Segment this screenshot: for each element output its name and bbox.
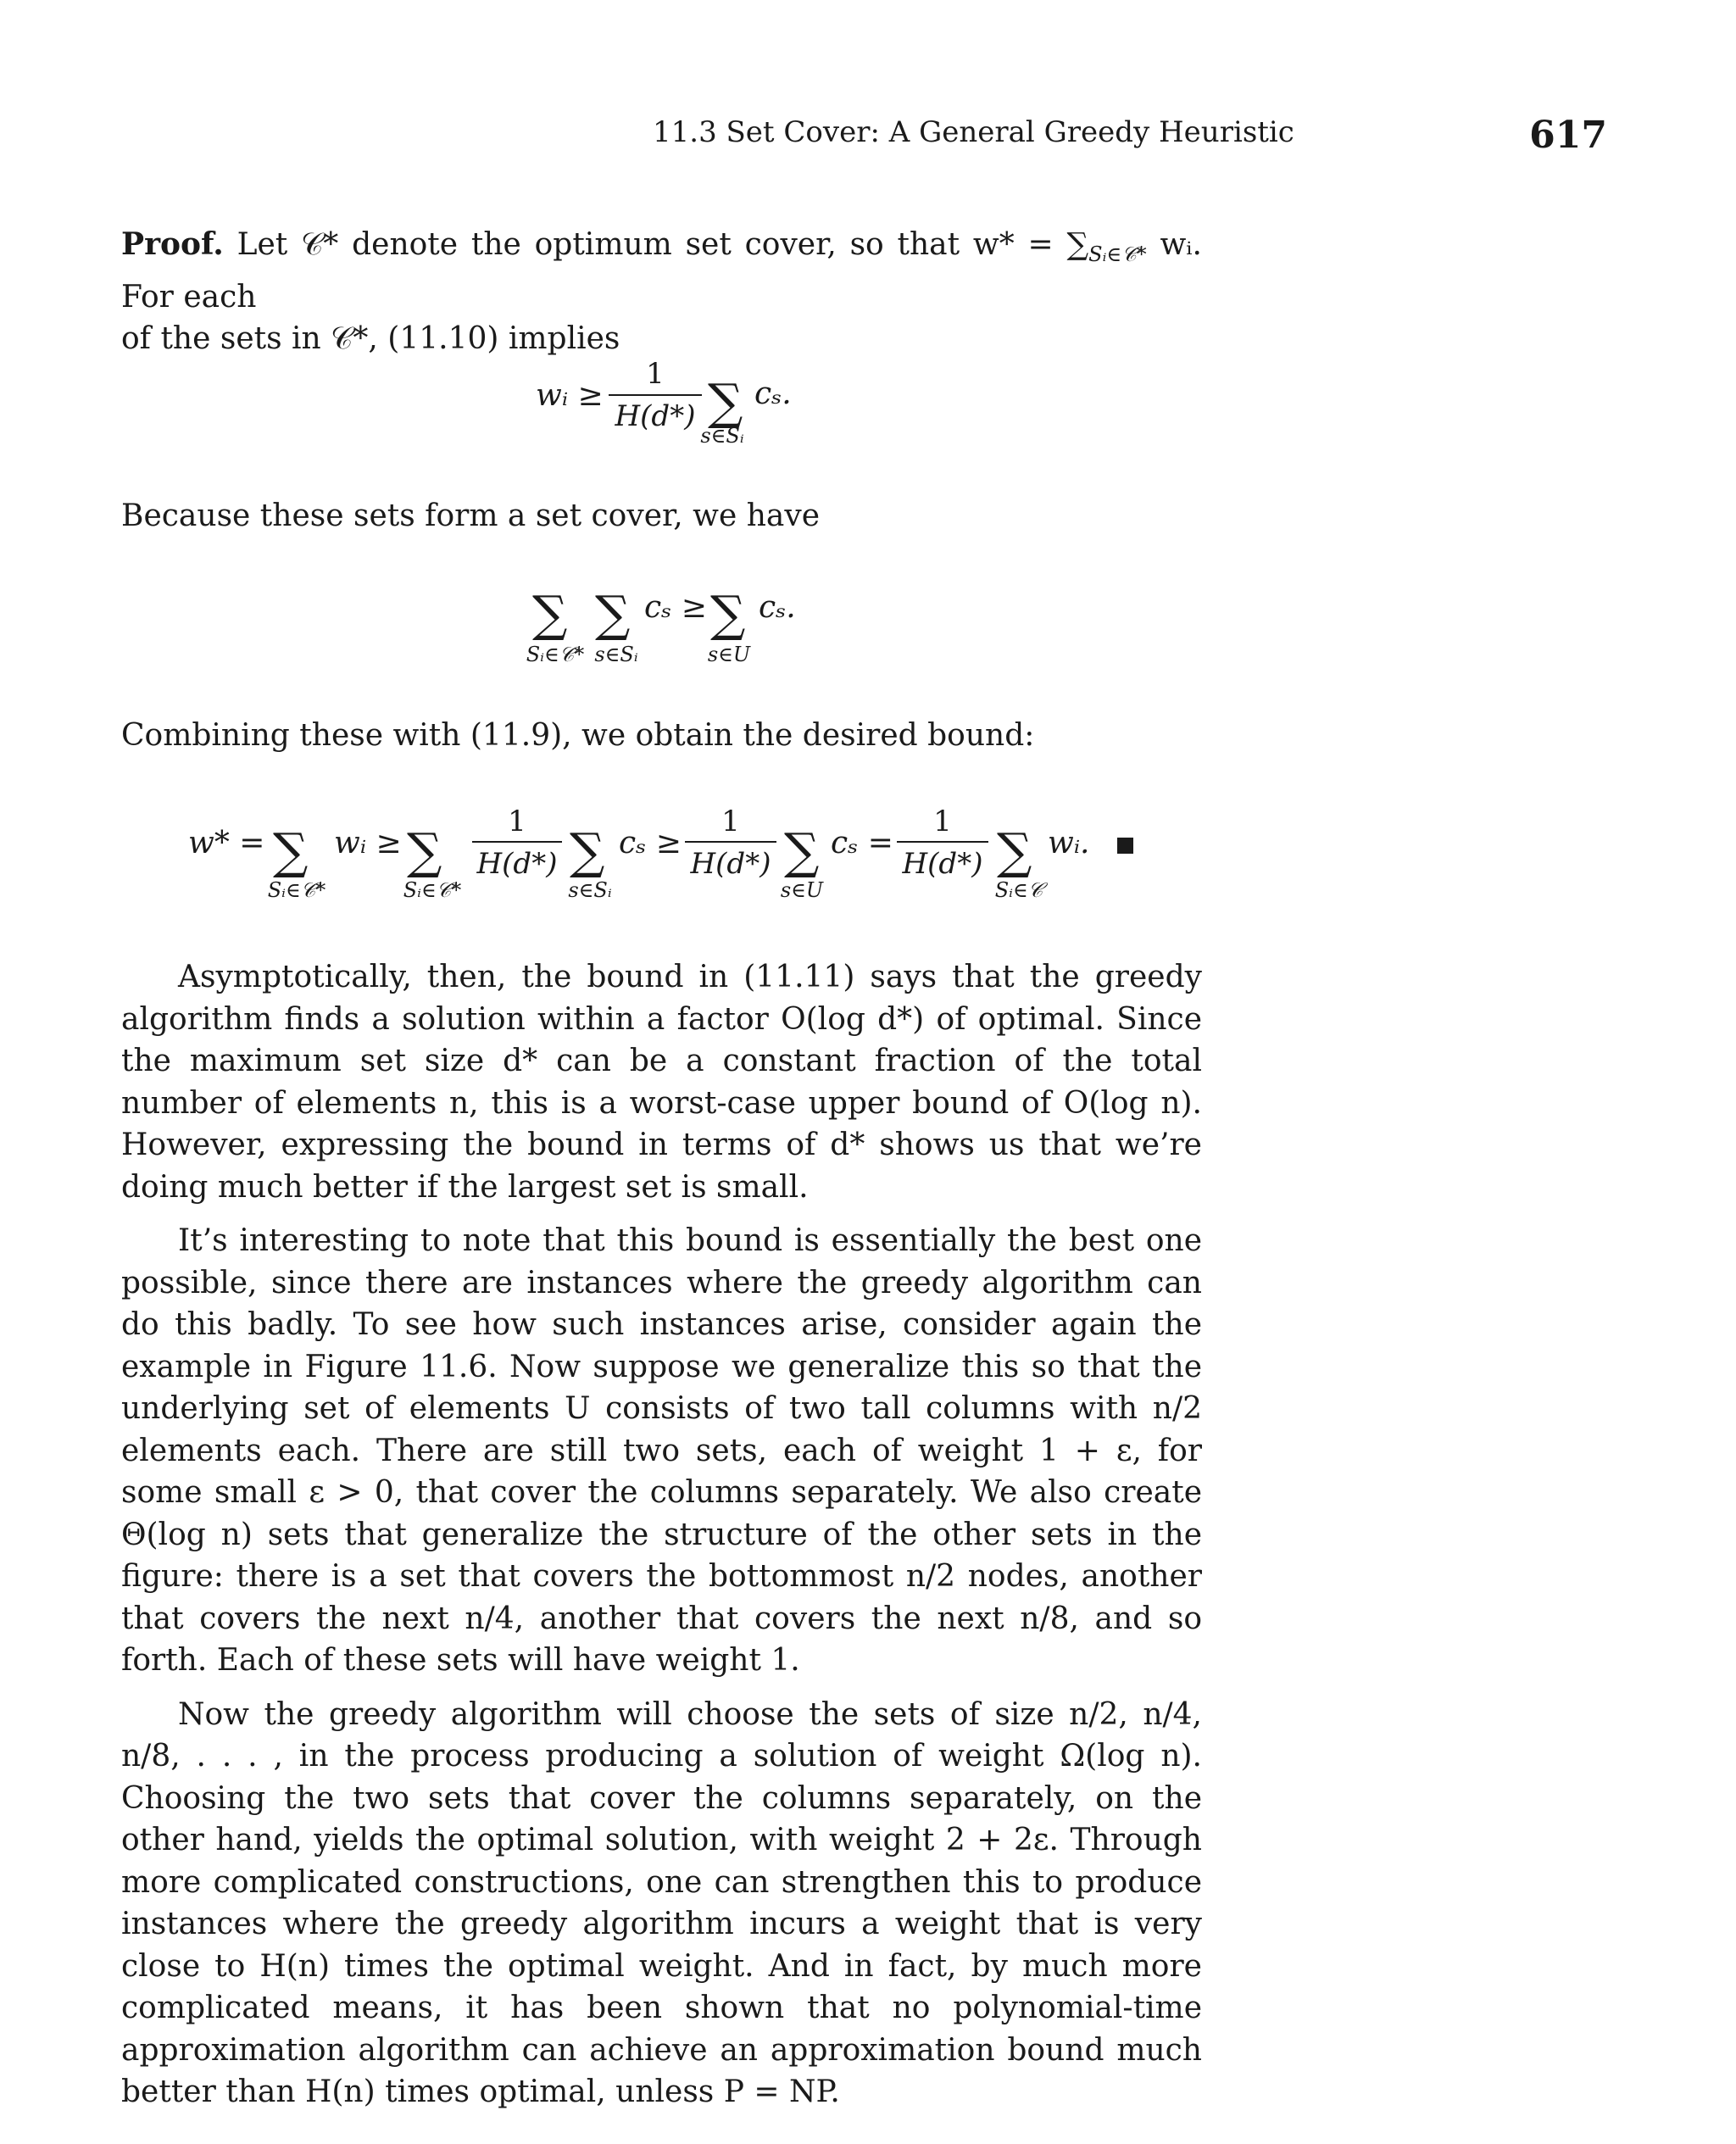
page-number: 617	[1529, 114, 1607, 157]
eq3-denominator-1: H(d*)	[476, 847, 558, 881]
eq3-term-4: wᵢ.	[1048, 826, 1090, 860]
eq3-denominator-3: H(d*)	[902, 847, 983, 881]
eq3-term-2: cₛ ≥	[619, 826, 682, 860]
proof-line1-text: Let 𝒞* denote the optimum set cover, so that w* = ∑	[236, 227, 1089, 262]
proof-line1-sub: Sᵢ∈𝒞*	[1088, 242, 1147, 267]
combining-line-text: Combining these with (11.9), we obtain the desired bound:	[121, 718, 1035, 753]
eq3-term-1: wᵢ ≥	[334, 826, 402, 860]
qed-square-icon	[1117, 838, 1133, 854]
eq3-term-3: cₛ =	[831, 826, 893, 860]
eq3-subscript-2: Sᵢ∈𝒞*	[403, 878, 462, 902]
eq1-denominator: H(d*)	[615, 399, 696, 433]
eq2-term: cₛ ≥	[644, 590, 707, 625]
proof-line-1	[121, 224, 1202, 318]
eq3-denominator-2: H(d*)	[690, 847, 771, 881]
eq2-sum-sign-3: ∑	[710, 585, 746, 643]
eq3-numerator-2: 1	[721, 805, 740, 838]
combining-line	[121, 715, 1202, 757]
sets-line-text: Because these sets form a set cover, we have	[121, 498, 820, 533]
eq3-subscript-4: s∈U	[780, 878, 824, 902]
eq1-numerator: 1	[646, 357, 665, 391]
eq3-sum-sign-3: ∑	[570, 822, 605, 880]
proof-intro	[121, 224, 1202, 360]
body-text	[121, 956, 1202, 2113]
eq2-subscript-2: s∈Sᵢ	[594, 643, 638, 666]
eq3-subscript-5: Sᵢ∈𝒞	[994, 878, 1043, 902]
paragraph-interesting: It’s interesting to note that this bound is essentially the best one possible, since there are instances where the greedy algorithm can do this badly. To see how such instances arise, consider again the example in Figure 11.6. Now suppose we generalize this so that the underlying set of elements U consists of two tall columns with n/2 elements each. There are still two sets, each of weight 1 + ε, for some small ε > 0, that cover the columns separately. We also create Θ(log n) sets that generalize the structure of the other sets in the figure: there is a set that covers the bottommost n/2 nodes, another that covers the next n/4, another that covers the next n/8, and so forth. Each of these sets will have weight 1.	[121, 1223, 1202, 1678]
eq1-sum-subscript: s∈Sᵢ	[700, 424, 744, 448]
eq3-sum-sign-2: ∑	[407, 822, 442, 880]
eq3-subscript-1: Sᵢ∈𝒞*	[267, 878, 326, 902]
eq3-numerator-3: 1	[933, 805, 952, 838]
eq3-subscript-3: s∈Sᵢ	[568, 878, 612, 902]
proof-line-2: of the sets in 𝒞*, (11.10) implies	[121, 321, 620, 357]
eq2-rhs: cₛ.	[759, 590, 796, 625]
paragraph-greedy: Now the greedy algorithm will choose the sets of size n/2, n/4, n/8, . . . , in the process producing a solution of weight Ω(log n). Choosing the two sets that cover the columns separately, on the other hand, yields the optimal solution, with weight 2 + 2ε. Through more complicated constructions, one can strengthen this to produce instances where the greedy algorithm incurs a weight that is very close to H(n) times the optimal weight. And in fact, by much more complicated means, it has been shown that no polynomial-time approximation algorithm can achieve an approximation bound much better than H(n) times optimal, unless P = NP.	[121, 1696, 1202, 2109]
running-head: 11.3 Set Cover: A General Greedy Heuristic	[653, 115, 1294, 149]
eq2-sum-sign-2: ∑	[595, 585, 631, 643]
eq3-sum-sign-1: ∑	[273, 822, 309, 880]
proof-line1-end: wᵢ. For each	[121, 227, 1202, 315]
eq3-sum-sign-4: ∑	[784, 822, 820, 880]
eq3-lhs: w* =	[188, 826, 265, 860]
paragraph-asymptotic: Asymptotically, then, the bound in (11.11) says that the greedy algorithm finds a solution within a factor O(log d*) of optimal. Since the maximum set size d* can be a constant fraction of the total number of elements n, this is a worst-case upper bound of O(log n). However, expressing the bound in terms of d* shows us that we’re doing much better if the largest set is small.	[121, 960, 1202, 1205]
proof-label: Proof.	[121, 226, 224, 262]
eq2-subscript-3: s∈U	[707, 643, 751, 666]
eq2-sum-sign-1: ∑	[532, 585, 568, 643]
eq1-sum-sign: ∑	[708, 373, 743, 431]
eq1-lhs: wᵢ ≥	[536, 378, 604, 413]
eq3-sum-sign-5: ∑	[997, 822, 1032, 880]
eq2-subscript-1: Sᵢ∈𝒞*	[526, 643, 585, 666]
sets-line	[121, 495, 1202, 537]
eq1-rhs: cₛ.	[754, 376, 792, 411]
eq3-numerator-1: 1	[508, 805, 526, 838]
